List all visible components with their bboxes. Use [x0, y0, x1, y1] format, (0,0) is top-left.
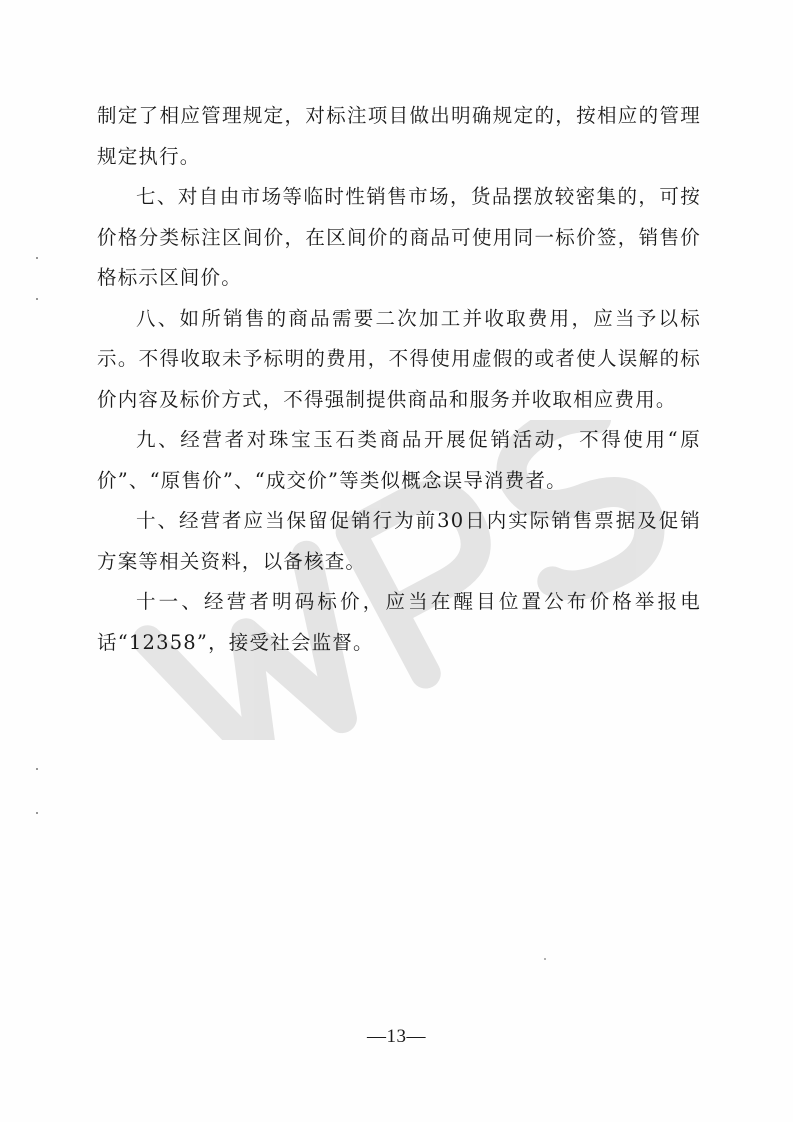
page-number: —13— [367, 1026, 426, 1047]
margin-dot [36, 768, 38, 770]
margin-dot [36, 298, 38, 300]
margin-dot [36, 257, 38, 259]
paragraph-item-8: 八、如所销售的商品需要二次加工并收取费用，应当予以标示。不得收取未予标明的费用，不得使用虚假的或者使人误解的标价内容及标价方式，不得强制提供商品和服务并收取相应费用。 [97, 306, 701, 411]
scan-speck [544, 958, 546, 960]
paragraph-continuation: 制定了相应管理规定，对标注项目做出明确规定的，按相应的管理规定执行。 [97, 104, 701, 168]
paragraph-item-7: 七、对自由市场等临时性销售市场，货品摆放较密集的，可按价格分类标注区间价，在区间价的商品可使用同一标价签，销售价格标示区间价。 [97, 185, 701, 289]
margin-dot [36, 812, 38, 814]
paragraph-item-9: 九、经营者对珠宝玉石类商品开展促销活动，不得使用“原价”、“原售价”、“成交价”等类似概念误导消费者。 [97, 428, 701, 492]
paragraph-item-10: 十、经营者应当保留促销行为前30日内实际销售票据及促销方案等相关资料，以备核查。 [97, 509, 701, 573]
paragraph-item-11: 十一、经营者明码标价，应当在醒目位置公布价格举报电话“12358”，接受社会监督。 [97, 590, 701, 654]
document-body [97, 96, 701, 663]
